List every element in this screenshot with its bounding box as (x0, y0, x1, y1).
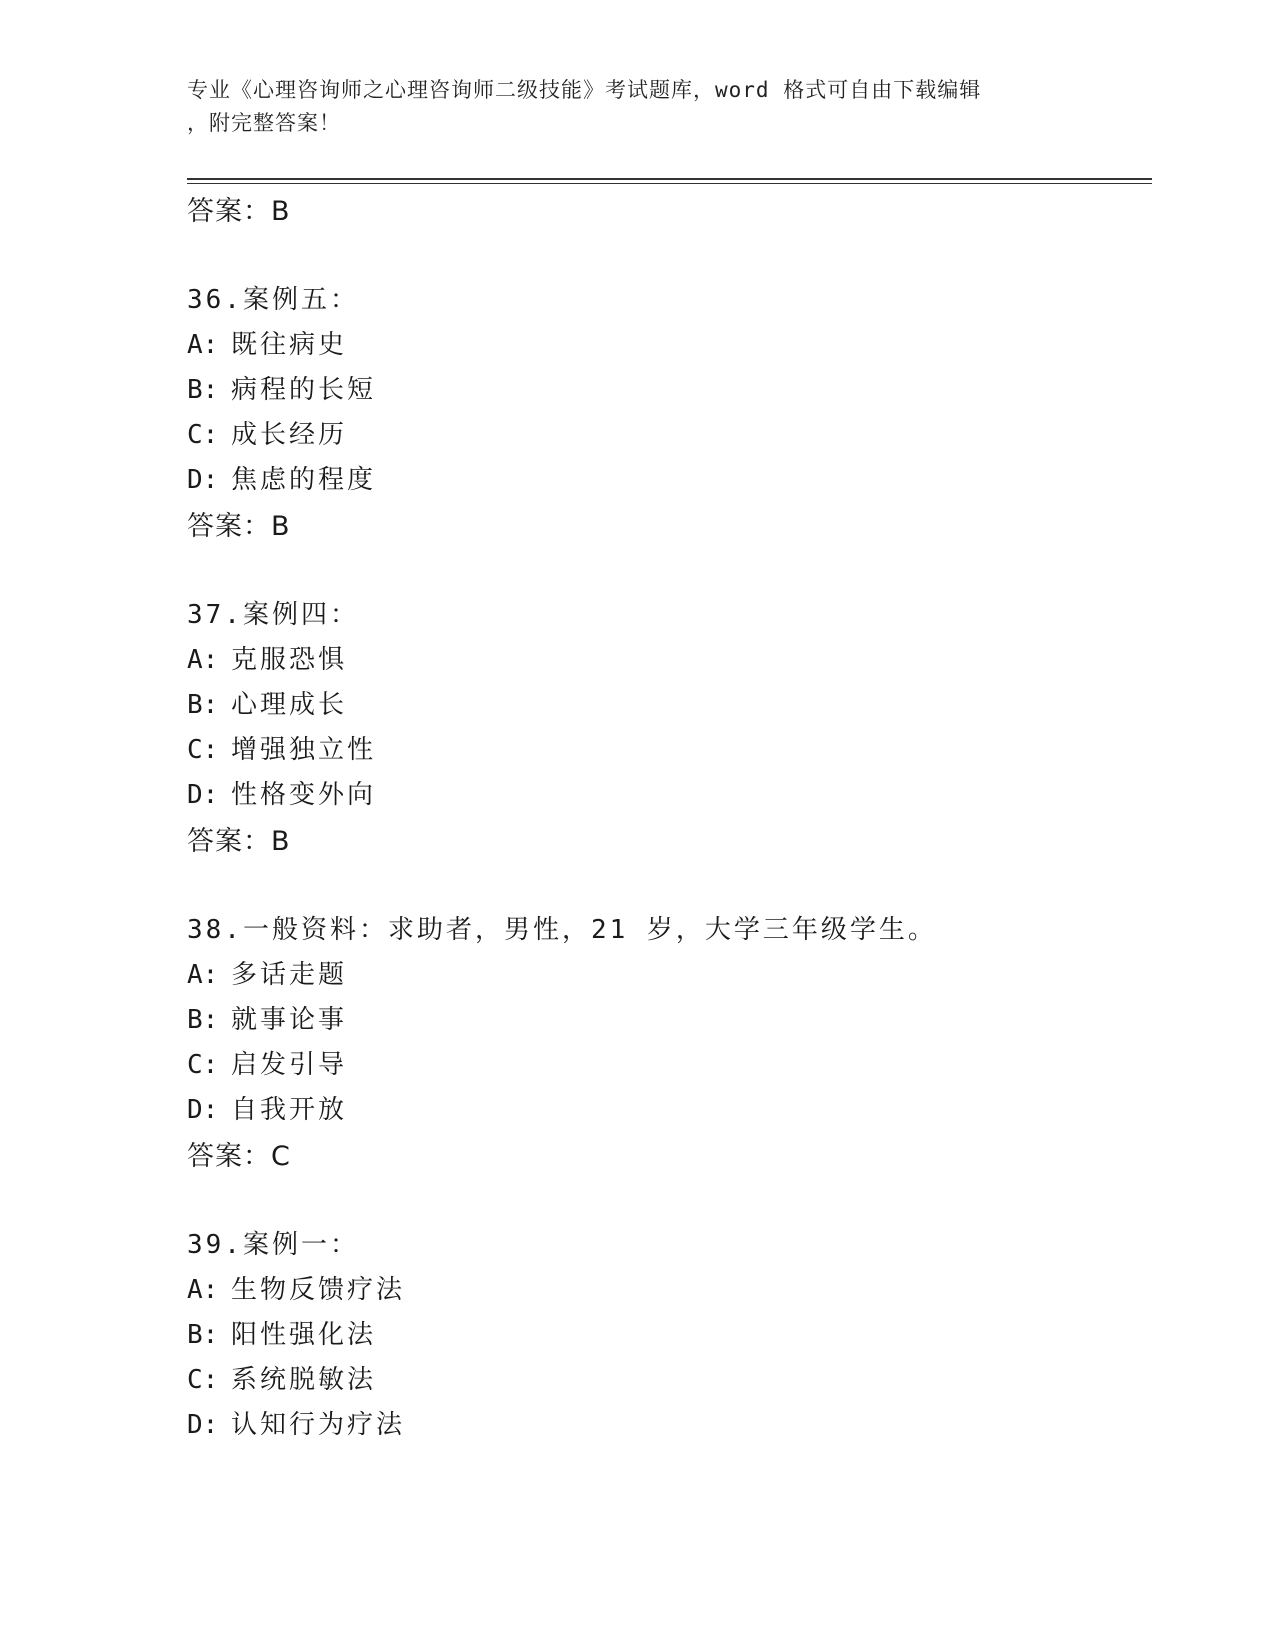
spacer (187, 236, 1152, 278)
option-letter: B: (187, 690, 219, 720)
option-text: 病程的长短 (231, 375, 377, 405)
option-letter: A: (187, 960, 219, 990)
option-b (187, 683, 1152, 728)
option-a (187, 1268, 1152, 1313)
option-c (187, 728, 1152, 773)
option-letter: D: (187, 1095, 219, 1125)
option-text: 生物反馈疗法 (231, 1275, 406, 1305)
option-b (187, 1313, 1152, 1358)
answer-line: 答案：C (187, 1141, 291, 1172)
header-rule-thick (187, 178, 1152, 180)
spacer (187, 551, 1152, 593)
option-text: 焦虑的程度 (231, 465, 377, 495)
option-text: 克服恐惧 (231, 645, 348, 675)
option-d (187, 1403, 1152, 1448)
question-stem: 38.一般资料：求助者，男性，21 岁，大学三年级学生。 (187, 915, 937, 945)
answer-line: 答案：B (187, 196, 291, 227)
option-letter: A: (187, 645, 219, 675)
spacer (187, 866, 1152, 908)
option-b (187, 368, 1152, 413)
option-text: 就事论事 (231, 1005, 348, 1035)
option-text: 多话走题 (231, 960, 348, 990)
option-letter: D: (187, 780, 219, 810)
option-text: 增强独立性 (231, 735, 377, 765)
option-letter: C: (187, 1365, 219, 1395)
question-stem: 37.案例四： (187, 600, 359, 630)
option-d (187, 773, 1152, 818)
option-text: 阳性强化法 (231, 1320, 377, 1350)
option-text: 心理成长 (231, 690, 348, 720)
option-letter: D: (187, 1410, 219, 1440)
option-text: 自我开放 (231, 1095, 348, 1125)
option-letter: B: (187, 375, 219, 405)
option-text: 既往病史 (231, 330, 348, 360)
option-letter: C: (187, 735, 219, 765)
option-letter: C: (187, 420, 219, 450)
option-letter: D: (187, 465, 219, 495)
header-rule-thin (187, 183, 1152, 184)
option-letter: A: (187, 330, 219, 360)
header-line-1: 专业《心理咨询师之心理咨询师二级技能》考试题库，word 格式可自由下载编辑 (187, 78, 982, 102)
option-text: 成长经历 (231, 420, 348, 450)
question-list (187, 188, 1152, 1448)
option-letter: A: (187, 1275, 219, 1305)
spacer (187, 1181, 1152, 1223)
option-letter: B: (187, 1320, 219, 1350)
header-line-2: ，附完整答案！ (187, 111, 341, 135)
option-text: 系统脱敏法 (231, 1365, 377, 1395)
option-text: 性格变外向 (231, 780, 377, 810)
option-letter: B: (187, 1005, 219, 1035)
option-text: 认知行为疗法 (231, 1410, 406, 1440)
option-b (187, 998, 1152, 1043)
question-stem: 36.案例五： (187, 285, 359, 315)
option-a (187, 638, 1152, 683)
document-header (187, 74, 1087, 140)
option-text: 启发引导 (231, 1050, 348, 1080)
option-a (187, 953, 1152, 998)
option-c (187, 1358, 1152, 1403)
question-stem: 39.案例一： (187, 1230, 359, 1260)
option-d (187, 458, 1152, 503)
option-a (187, 323, 1152, 368)
answer-line: 答案：B (187, 511, 291, 542)
answer-line: 答案：B (187, 826, 291, 857)
option-letter: C: (187, 1050, 219, 1080)
option-c (187, 1043, 1152, 1088)
option-d (187, 1088, 1152, 1133)
option-c (187, 413, 1152, 458)
